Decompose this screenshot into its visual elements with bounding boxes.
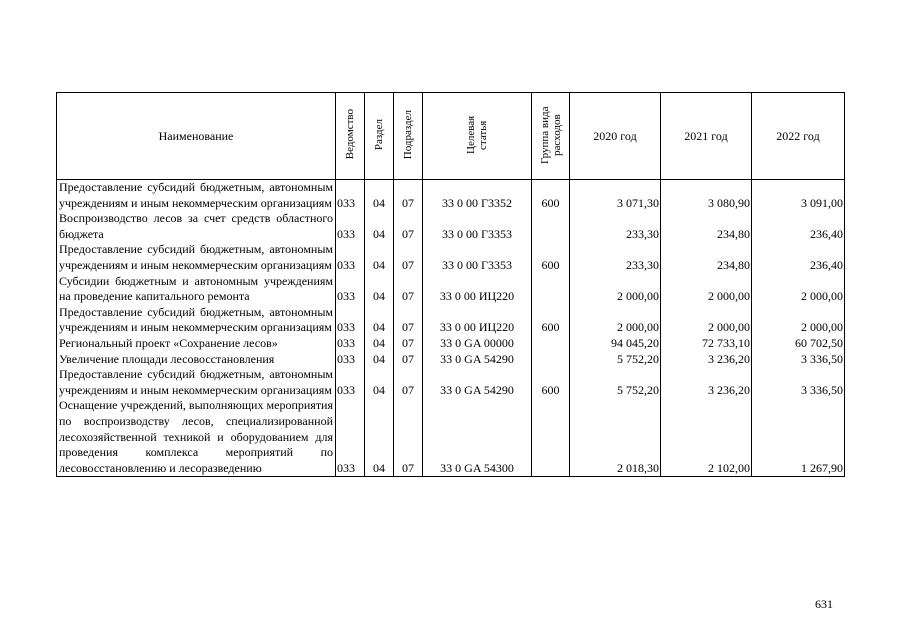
- row-razdel: 04: [365, 274, 394, 305]
- row-2022: 1 267,90: [752, 398, 845, 476]
- row-2022: 3 336,50: [752, 367, 845, 398]
- table-row: [57, 305, 845, 336]
- row-name: Субсидии бюджетным и автономным учреждениям на проведение капитального ремонта: [57, 274, 336, 305]
- row-2022: 3 336,50: [752, 352, 845, 368]
- row-2020: 5 752,20: [570, 367, 661, 398]
- row-vedomstvo: 033: [336, 211, 365, 242]
- row-razdel: 04: [365, 336, 394, 352]
- header-razdel: [365, 93, 394, 180]
- row-podrazdel: 07: [394, 242, 423, 273]
- row-name: Предоставление субсидий бюджетным, автономным учреждениям и иным некоммерческим организациям: [57, 367, 336, 398]
- row-razdel: 04: [365, 305, 394, 336]
- header-vedomstvo-label: Ведомство: [344, 109, 356, 160]
- row-podrazdel: 07: [394, 180, 423, 212]
- table-row: [57, 398, 845, 476]
- header-podrazdel: [394, 93, 423, 180]
- row-gruppa-vida: 600: [532, 305, 570, 336]
- row-gruppa-vida: [532, 211, 570, 242]
- row-2021: 234,80: [661, 211, 752, 242]
- table-row: [57, 367, 845, 398]
- header-name: Наименование: [57, 93, 336, 180]
- row-name: Оснащение учреждений, выполняющих мероприятия по воспроизводству лесов, специализированной лесохозяйственной техникой и оборудованием для проведения комплекса мероприятий по лесовосстановлению и лесоразведению: [57, 398, 336, 476]
- table-row: [57, 180, 845, 212]
- header-tselevaya-statya: [423, 93, 532, 180]
- row-name: Предоставление субсидий бюджетным, автономным учреждениям и иным некоммерческим организациям: [57, 305, 336, 336]
- row-2020: 233,30: [570, 211, 661, 242]
- header-2022: 2022 год: [752, 93, 845, 180]
- row-name: Региональный проект «Сохранение лесов»: [57, 336, 336, 352]
- row-tselevaya-statya: 33 0 GA 00000: [423, 336, 532, 352]
- row-razdel: 04: [365, 367, 394, 398]
- row-tselevaya-statya: 33 0 GA 54290: [423, 352, 532, 368]
- row-2020: 2 000,00: [570, 305, 661, 336]
- row-2020: 3 071,30: [570, 180, 661, 212]
- row-vedomstvo: 033: [336, 180, 365, 212]
- row-name: Увеличение площади лесовосстановления: [57, 352, 336, 368]
- table-row: [57, 242, 845, 273]
- row-podrazdel: 07: [394, 274, 423, 305]
- row-2021: 2 000,00: [661, 274, 752, 305]
- budget-table: [56, 92, 845, 477]
- row-razdel: 04: [365, 352, 394, 368]
- row-2020: 5 752,20: [570, 352, 661, 368]
- row-2021: 234,80: [661, 242, 752, 273]
- row-podrazdel: 07: [394, 352, 423, 368]
- header-2020: 2020 год: [570, 93, 661, 180]
- row-2021: 2 102,00: [661, 398, 752, 476]
- row-name: Предоставление субсидий бюджетным, автономным учреждениям и иным некоммерческим организациям: [57, 242, 336, 273]
- row-gruppa-vida: [532, 352, 570, 368]
- row-razdel: 04: [365, 180, 394, 212]
- row-2021: 2 000,00: [661, 305, 752, 336]
- row-tselevaya-statya: 33 0 00 ИЦ220: [423, 305, 532, 336]
- row-podrazdel: 07: [394, 398, 423, 476]
- row-2022: 2 000,00: [752, 274, 845, 305]
- row-2021: 3 080,90: [661, 180, 752, 212]
- row-vedomstvo: 033: [336, 367, 365, 398]
- row-vedomstvo: 033: [336, 336, 365, 352]
- row-razdel: 04: [365, 398, 394, 476]
- header-2021: 2021 год: [661, 93, 752, 180]
- row-podrazdel: 07: [394, 211, 423, 242]
- row-podrazdel: 07: [394, 336, 423, 352]
- row-2020: 2 018,30: [570, 398, 661, 476]
- table-row: [57, 352, 845, 368]
- header-tselevaya-statya-label: Целевая статья: [465, 115, 489, 154]
- header-gruppa-vida-rashodov-label: Группа вида расходов: [538, 105, 563, 164]
- row-2022: 236,40: [752, 211, 845, 242]
- table-header-row: [57, 93, 845, 180]
- table-row: [57, 211, 845, 242]
- row-vedomstvo: 033: [336, 352, 365, 368]
- row-podrazdel: 07: [394, 305, 423, 336]
- row-vedomstvo: 033: [336, 305, 365, 336]
- row-2022: 3 091,00: [752, 180, 845, 212]
- header-podrazdel-label: Подраздел: [402, 109, 414, 160]
- row-tselevaya-statya: 33 0 00 Г3353: [423, 211, 532, 242]
- row-2020: 94 045,20: [570, 336, 661, 352]
- row-2021: 3 236,20: [661, 352, 752, 368]
- row-2020: 233,30: [570, 242, 661, 273]
- row-gruppa-vida: [532, 336, 570, 352]
- row-gruppa-vida: [532, 398, 570, 476]
- row-2022: 2 000,00: [752, 305, 845, 336]
- header-razdel-label: Раздел: [373, 118, 385, 151]
- table-row: [57, 336, 845, 352]
- row-vedomstvo: 033: [336, 274, 365, 305]
- row-gruppa-vida: 600: [532, 180, 570, 212]
- row-vedomstvo: 033: [336, 242, 365, 273]
- row-gruppa-vida: [532, 274, 570, 305]
- row-tselevaya-statya: 33 0 00 Г3353: [423, 242, 532, 273]
- row-2022: 236,40: [752, 242, 845, 273]
- row-razdel: 04: [365, 242, 394, 273]
- row-razdel: 04: [365, 211, 394, 242]
- header-vedomstvo: [336, 93, 365, 180]
- row-gruppa-vida: 600: [532, 242, 570, 273]
- row-name: Предоставление субсидий бюджетным, автономным учреждениям и иным некоммерческим организациям: [57, 180, 336, 212]
- row-2020: 2 000,00: [570, 274, 661, 305]
- row-tselevaya-statya: 33 0 GA 54300: [423, 398, 532, 476]
- row-tselevaya-statya: 33 0 00 Г3352: [423, 180, 532, 212]
- page-number: 631: [815, 597, 833, 611]
- row-tselevaya-statya: 33 0 00 ИЦ220: [423, 274, 532, 305]
- row-name: Воспроизводство лесов за счет средств областного бюджета: [57, 211, 336, 242]
- header-gruppa-vida-rashodov: [532, 93, 570, 180]
- row-tselevaya-statya: 33 0 GA 54290: [423, 367, 532, 398]
- row-2021: 3 236,20: [661, 367, 752, 398]
- row-gruppa-vida: 600: [532, 367, 570, 398]
- row-vedomstvo: 033: [336, 398, 365, 476]
- table-row: [57, 274, 845, 305]
- row-2022: 60 702,50: [752, 336, 845, 352]
- row-2021: 72 733,10: [661, 336, 752, 352]
- row-podrazdel: 07: [394, 367, 423, 398]
